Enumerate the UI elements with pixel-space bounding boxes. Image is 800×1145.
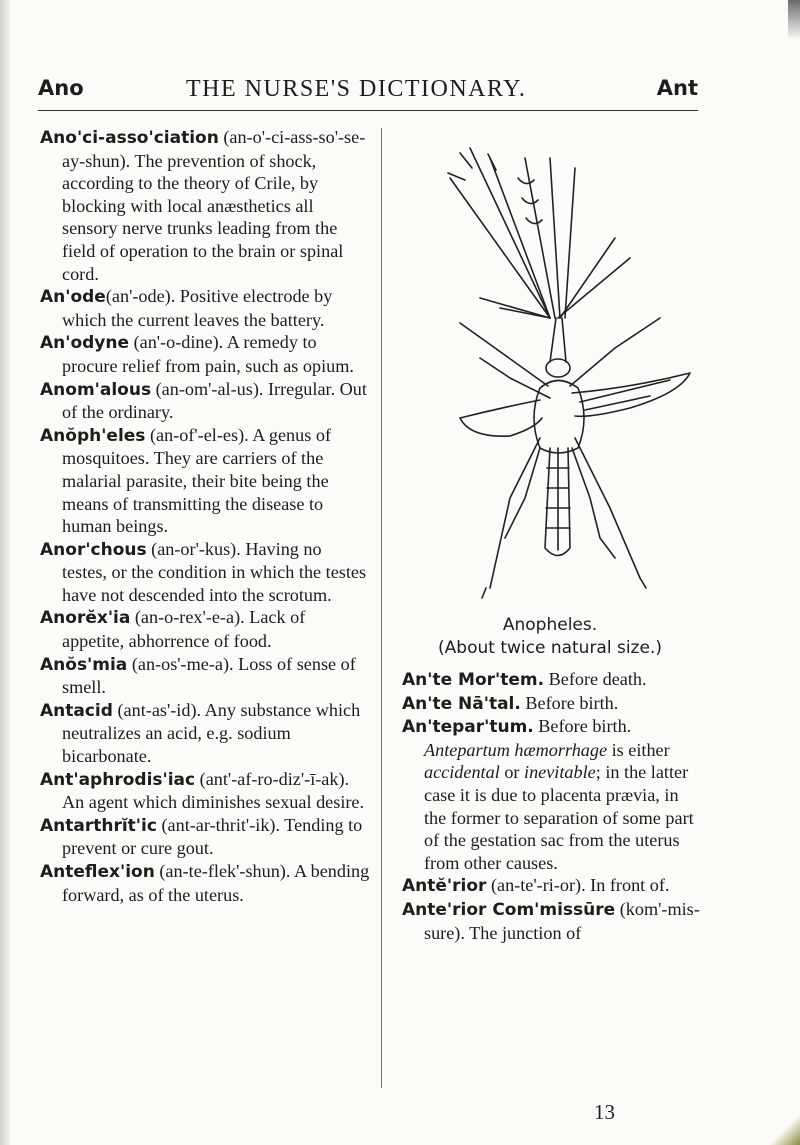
entry-definition: (an'-o-dine). A remedy to procure relief from pain, such as opium. bbox=[62, 332, 354, 376]
entry-definition: (an-om'-al-us). Irregular. Out of the ordinary. bbox=[62, 378, 367, 423]
dictionary-entry bbox=[402, 874, 702, 898]
entry-headword: Antarthrĭt'ic bbox=[40, 815, 157, 836]
entry-headword: Anŏph'eles bbox=[40, 425, 146, 446]
entry-definition: (an-te'-ri-or). In front of. bbox=[486, 875, 670, 896]
dictionary-entry bbox=[40, 285, 370, 331]
entry-italic-phrase: inevitable bbox=[524, 762, 596, 783]
page-corner-stain bbox=[770, 1105, 800, 1145]
entry-headword: Antĕ'rior bbox=[402, 876, 487, 897]
entry-definition: (an-o'-ci-ass-so'-se-ay-shun). The prevention of shock, according to the theory of Crile, by blocking with local anæsthetics all sensory nerve trunks leading from the field of operation to the brain or spinal cord. bbox=[62, 127, 366, 284]
entry-headword: An'ode bbox=[40, 287, 106, 308]
dictionary-entry bbox=[402, 898, 702, 944]
entry-headword: An'te Nā'tal. bbox=[402, 693, 521, 714]
entry-headword: Anom'alous bbox=[40, 379, 152, 400]
entry-headword: Anŏs'mia bbox=[40, 654, 128, 675]
dictionary-entry bbox=[40, 860, 370, 906]
entry-definition: (an-or'-kus). Having no testes, or the condition in which the testes have not descended into the scrotum. bbox=[62, 538, 367, 605]
entry-definition: Before birth. bbox=[520, 692, 619, 713]
figure-caption bbox=[400, 614, 700, 660]
entry-headword: An'te Mor'tem. bbox=[402, 670, 545, 690]
entry-definition: (an-os'-me-a). Loss of sense of smell. bbox=[62, 653, 356, 698]
entry-headword: An'odyne bbox=[40, 333, 130, 354]
entry-headword: Ant'aphrodis'iac bbox=[40, 769, 196, 790]
running-head-left: Ano bbox=[38, 76, 84, 100]
caption-title: Anopheles. bbox=[502, 615, 598, 635]
entry-definition: (ant-ar-thrit'-ik). Tending to prevent or cure gout. bbox=[62, 814, 363, 859]
right-column bbox=[402, 668, 702, 944]
dictionary-entry bbox=[402, 668, 702, 692]
dictionary-entry bbox=[40, 606, 370, 652]
running-head-title: THE NURSE'S DICTIONARY. bbox=[186, 76, 527, 102]
entry-headword: Antacid bbox=[40, 700, 113, 721]
entry-headword: An'tepar'tum. bbox=[402, 717, 534, 738]
dictionary-entry bbox=[40, 814, 370, 860]
caption-note: (About twice natural size.) bbox=[438, 638, 662, 658]
entry-definition: (ant'-af-ro-diz'-ī-ak). An agent which diminishes sexual desire. bbox=[62, 768, 365, 813]
mosquito-illustration bbox=[400, 118, 700, 628]
dictionary-entry bbox=[40, 378, 370, 424]
entry-definition: (an-o-rex'-e-a). Lack of appetite, abhorrence of food. bbox=[62, 607, 306, 652]
entry-definition: (kom'-mis-sure). The junction of bbox=[424, 898, 700, 943]
entry-definition: is either bbox=[607, 739, 670, 760]
entry-definition: or bbox=[499, 762, 525, 783]
dictionary-entry bbox=[402, 715, 702, 874]
entry-definition: Before death. bbox=[544, 669, 647, 689]
dictionary-entry bbox=[40, 424, 370, 538]
entry-definition: ; in the latter case it is due to placenta prævia, in the former to separation of some part of the gestation sac from the uterus from other causes. bbox=[424, 762, 694, 873]
entry-headword: Ano'ci-asso'ciation bbox=[40, 128, 219, 148]
dictionary-entry bbox=[40, 699, 370, 768]
column-divider bbox=[381, 128, 382, 1088]
running-head-right: Ant bbox=[656, 76, 698, 100]
entry-headword: Anteflex'ion bbox=[40, 862, 155, 882]
entry-definition: (ant-as'-id). Any substance which neutralizes an acid, e.g. sodium bicarbonate. bbox=[62, 699, 361, 767]
entry-definition: Before birth. bbox=[533, 716, 632, 737]
dictionary-entry bbox=[40, 653, 370, 699]
entry-definition: (an-te-flek'-shun). A bending forward, as of the uterus. bbox=[62, 861, 370, 905]
entry-definition: (an'-ode). Positive electrode by which the current leaves the battery. bbox=[62, 286, 333, 330]
entry-headword: Anorĕx'ia bbox=[40, 608, 131, 629]
entry-headword: Anor'chous bbox=[40, 539, 147, 560]
page-edge-shadow bbox=[788, 0, 800, 40]
dictionary-entry bbox=[40, 331, 370, 377]
page-number: 13 bbox=[594, 1100, 615, 1124]
page-edge-left bbox=[0, 0, 10, 1145]
dictionary-entry bbox=[40, 126, 370, 285]
dictionary-entry bbox=[40, 768, 370, 814]
header-rule bbox=[38, 110, 698, 111]
entry-definition: (an-of'-el-es). A genus of mosquitoes. They are carriers of the malarial parasite, their bite being the means of transmitting the disease to human beings. bbox=[62, 424, 332, 537]
entry-italic-phrase: accidental bbox=[424, 762, 500, 783]
entry-headword: Ante'rior Com'missūre bbox=[402, 899, 616, 920]
left-column bbox=[40, 126, 370, 906]
entry-italic-phrase: Antepartum hæmorrhage bbox=[424, 739, 608, 760]
running-head bbox=[38, 76, 698, 106]
dictionary-entry bbox=[40, 538, 370, 607]
dictionary-entry bbox=[402, 692, 702, 716]
